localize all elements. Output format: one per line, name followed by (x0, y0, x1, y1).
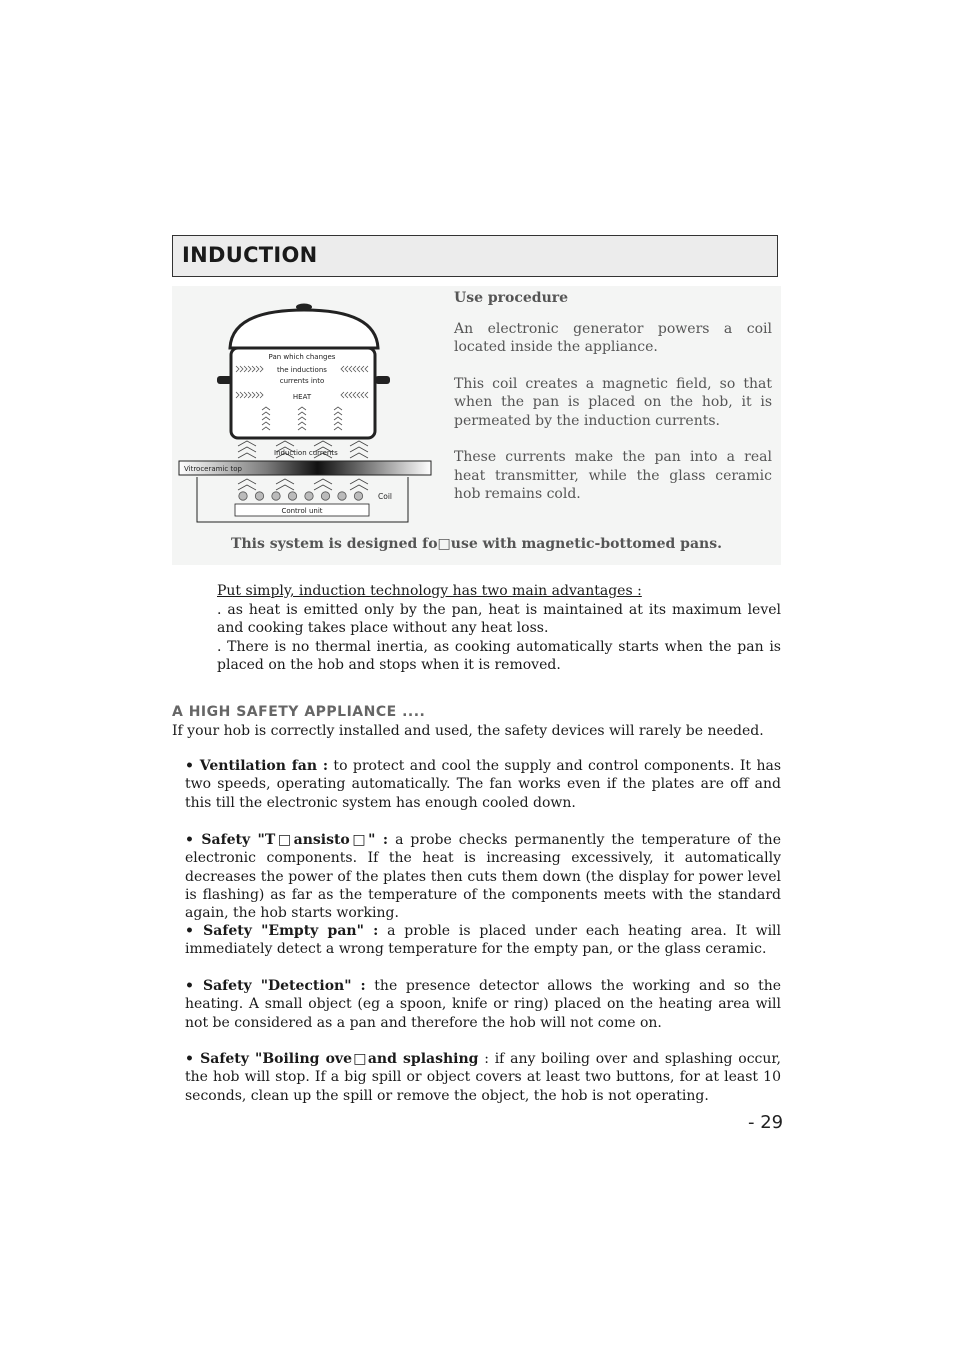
page-number: - 29 (748, 1112, 784, 1133)
use-procedure (454, 289, 772, 522)
safety-item-text: a proble is placed under each heating area. It will immediately detect a wrong temperature for the empty pan, or the glass ceramic. (185, 923, 782, 958)
pan-label-line-1: Pan which changes (268, 353, 336, 361)
control-unit-label: Control unit (281, 507, 323, 515)
section-header-box (172, 235, 778, 277)
advantage-point: . as heat is emitted only by the pan, heat is maintained at its maximum level and cooking takes place without any heat loss. (217, 601, 781, 636)
coil-label: Coil (378, 492, 392, 501)
pan-label-line-4: HEAT (292, 393, 312, 401)
pan-label-line-2: the inductions (277, 366, 327, 374)
safety-item-label: • Safety "T□ansisto□" : (185, 832, 389, 848)
page-title: INDUCTION (182, 243, 318, 267)
induction-currents-label: Induction currents (274, 449, 338, 457)
safety-item-label: • Ventilation fan : (185, 758, 329, 774)
safety-item (185, 977, 781, 1032)
safety-intro: If your hob is correctly installed and used, the safety devices will rarely be needed. (172, 723, 764, 739)
advantages-intro: Put simply, induction technology has two main advantages : (217, 583, 642, 599)
use-procedure-paragraph: An electronic generator powers a coil located inside the appliance. (454, 320, 772, 355)
safety-item-label: • Safety "Detection" : (185, 978, 366, 994)
induction-panel (172, 286, 781, 565)
vitroceramic-label: Vitroceramic top (184, 465, 242, 473)
coil-icon (239, 492, 363, 500)
induction-diagram (172, 286, 442, 531)
pan-label-line-3: currents into (279, 377, 325, 385)
use-procedure-paragraph: This coil creates a magnetic field, so that when the pan is placed on the hob, it is permeated by the induction currents. (454, 375, 772, 429)
advantages-block (217, 582, 781, 675)
pan-handle-right (375, 376, 390, 384)
safety-item (185, 1050, 781, 1105)
safety-item-text: to protect and cool the supply and control components. It has two speeds, operating automatically. The fan works even if the plates are off and this till the electronic system has enough cooled down. (185, 758, 782, 811)
use-procedure-heading: Use procedure (454, 290, 569, 306)
safety-item-text: the presence detector allows the working and so the heating. A small object (eg a spoon, knife or ring) placed on the heating area will not be considered as a pan and therefore the hob will not come on. (185, 978, 781, 1031)
safety-item-text: a probe checks permanently the temperature of the electronic components. If the heat is increasing excessively, it automatically decreases the power of the plates then cuts them down (the display for power level is flashing) as far as the temperature of the components meets with the standard again, the hob starts working. (185, 832, 781, 922)
safety-item-text: : if any boiling over and splashing occur, the hob will stop. If a big spill or object covers at least two buttons, for at least 10 seconds, clean up the spill or remove the object, the hob is not operating. (185, 1051, 781, 1104)
safety-item (185, 831, 781, 922)
safety-heading: A HIGH SAFETY APPLIANCE .... (172, 704, 426, 720)
safety-item-label: • Safety "Empty pan" : (185, 923, 379, 939)
safety-item (185, 922, 781, 959)
pan-lid (230, 310, 378, 348)
safety-item-label: • Safety "Boiling ove□and splashing (185, 1051, 479, 1067)
magnetic-pans-note: This system is designed fo□use with magnetic-bottomed pans. (231, 536, 722, 552)
advantage-point: . There is no thermal inertia, as cooking automatically starts when the pan is placed on the hob and stops when it is removed. (217, 638, 781, 673)
safety-item (185, 757, 781, 812)
use-procedure-paragraph: These currents make the pan into a real heat transmitter, while the glass ceramic hob remains cold. (454, 449, 772, 502)
